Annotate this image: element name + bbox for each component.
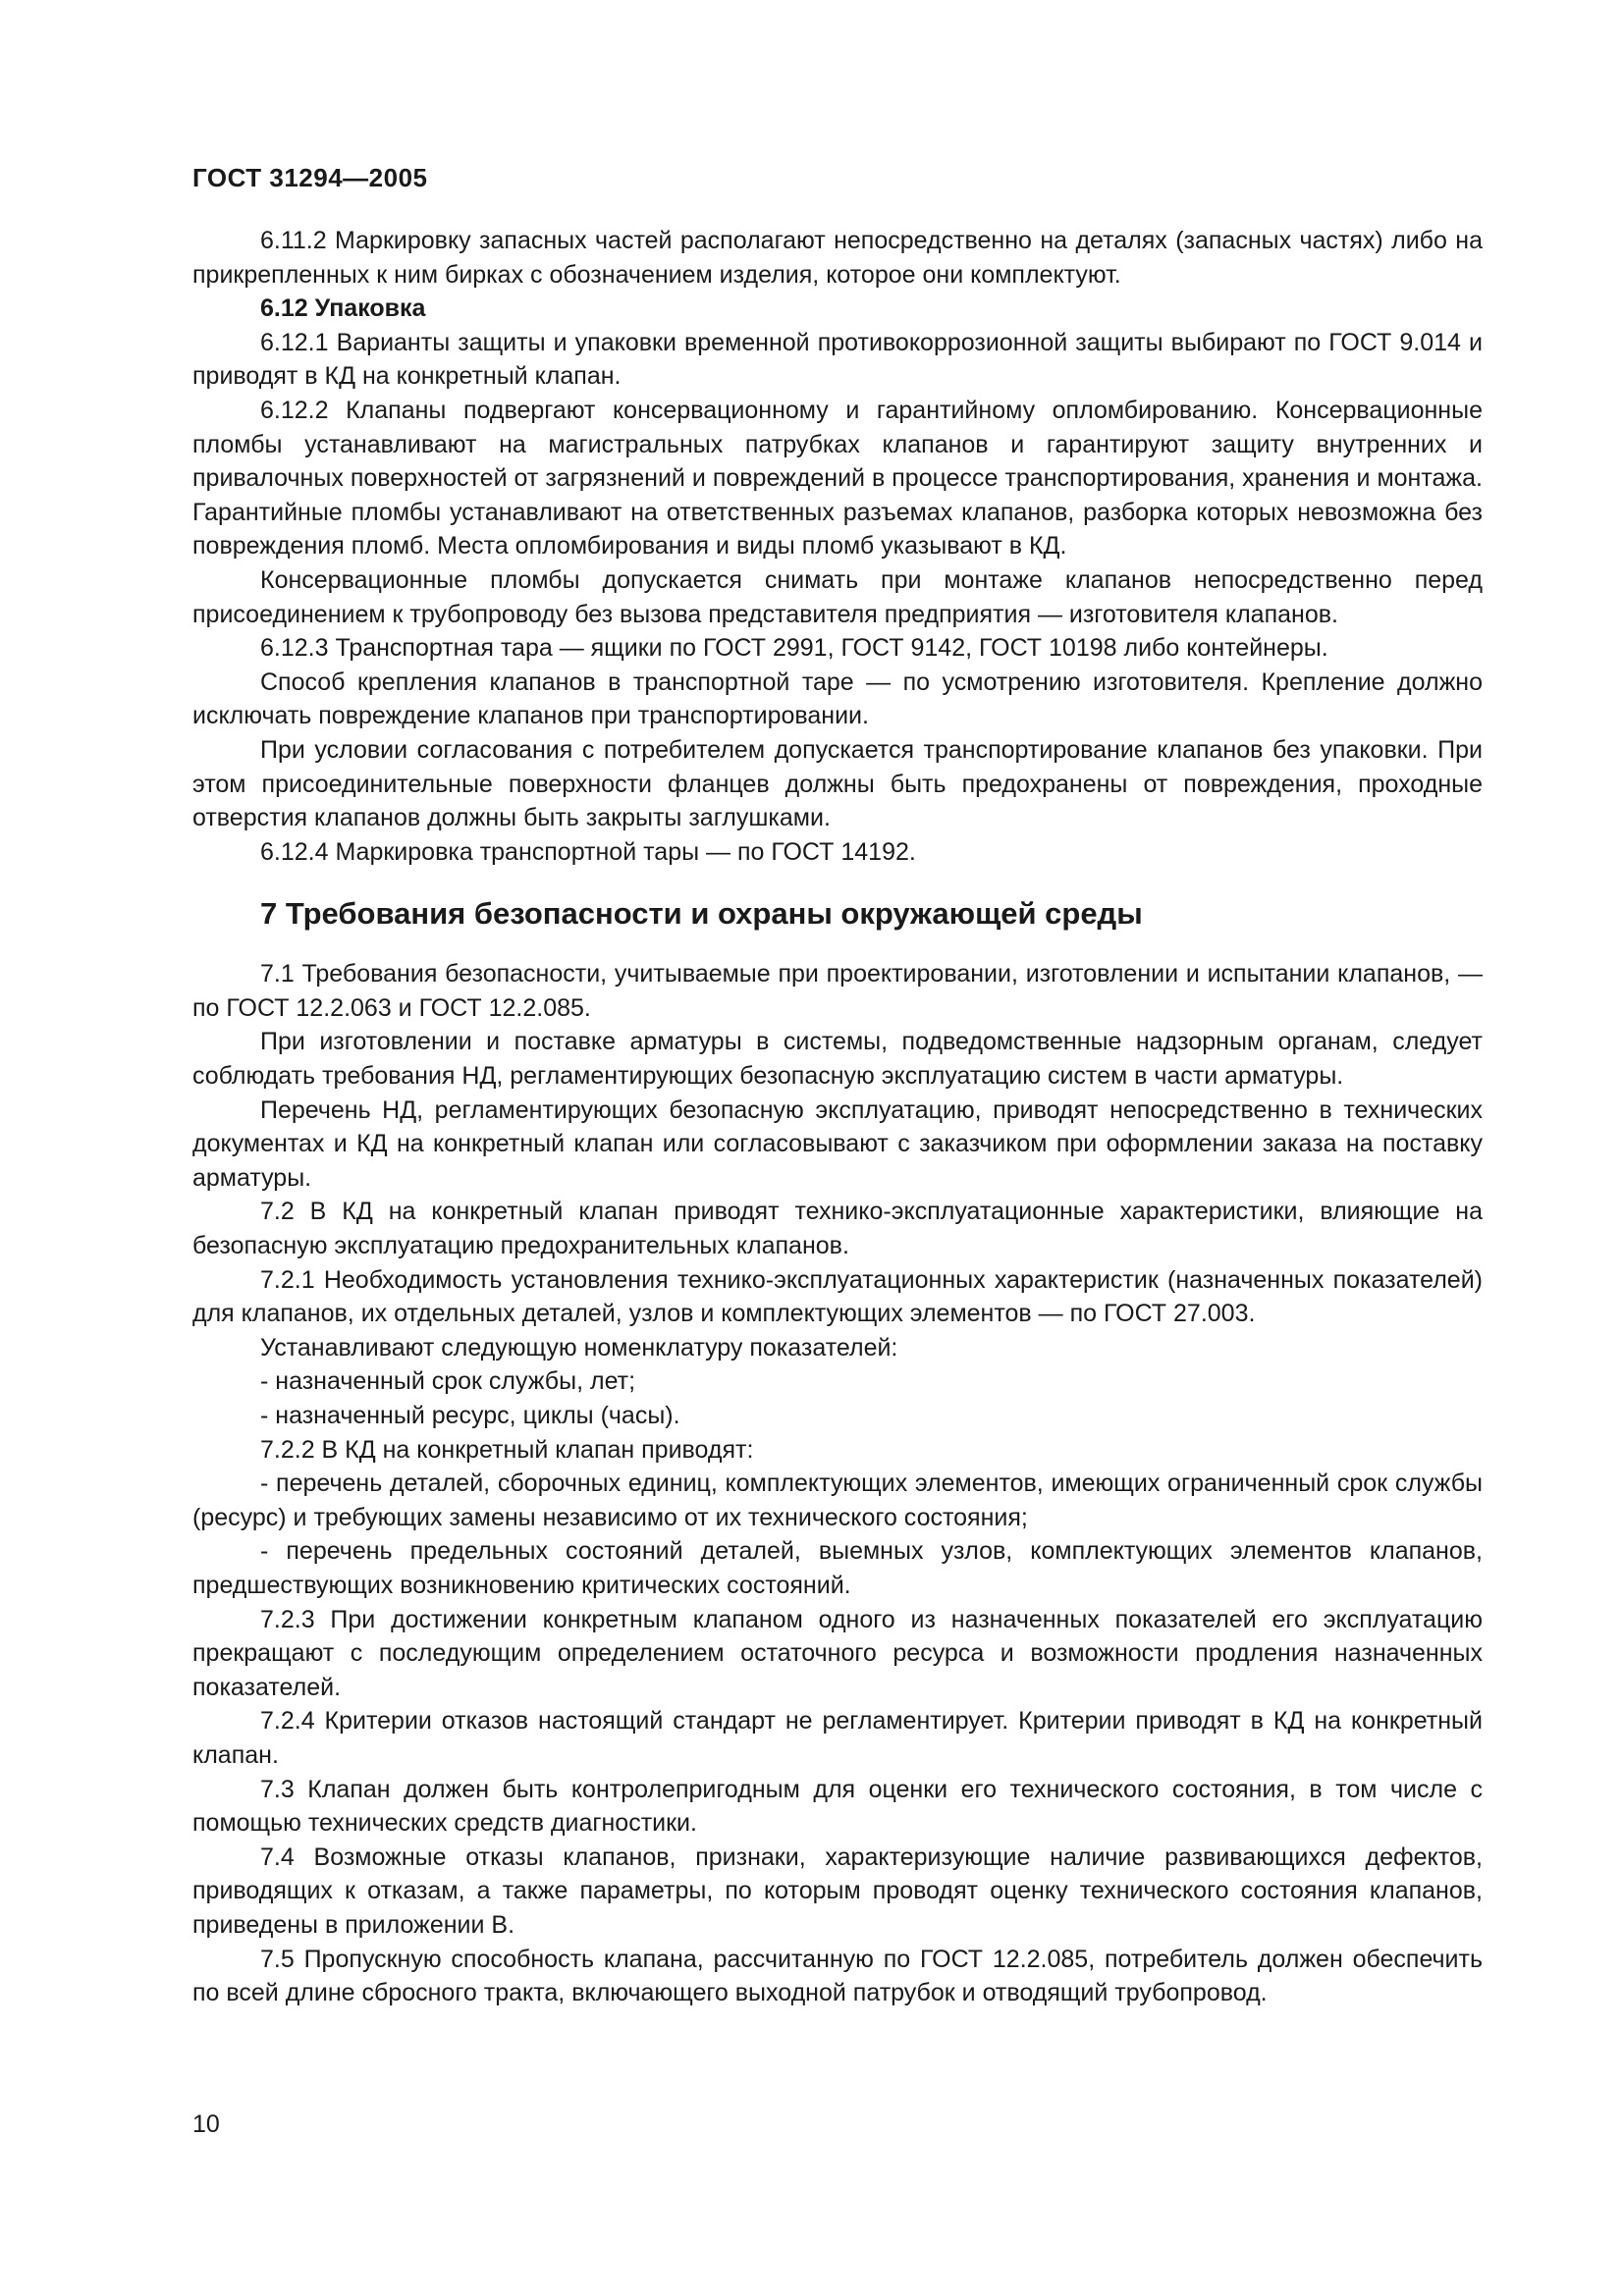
list-item-service-life: - назначенный срок службы, лет;	[260, 1367, 636, 1396]
paragraph-7-2-4: 7.2.4 Критерии отказов настоящий стандарт не регламентирует. Критерии приводят в КД на конкретный клапан.	[192, 1707, 1483, 1769]
paragraph-7-1: 7.1 Требования безопасности, учитываемые при проектировании, изготовлении и испытании клапанов, — по ГОСТ 12.2.063 и ГОСТ 12.2.085.	[192, 960, 1483, 1022]
paragraph-nd-list: Перечень НД, регламентирующих безопасную эксплуатацию, приводят непосредственно в технических документах и КД на конкретный клапан или согласовывают с заказчиком при оформлении заказа на поставку арматуры.	[192, 1095, 1483, 1192]
list-item-parts-list: - перечень деталей, сборочных единиц, комплектующих элементов, имеющих ограниченный срок службы (ресурс) и требующих замены независимо от их технического состояния;	[192, 1469, 1483, 1531]
paragraph-6-12-1: 6.12.1 Варианты защиты и упаковки временной противокоррозионной защиты выбирают по ГОСТ 9.014 и приводят в КД на конкретный клапан.	[192, 328, 1483, 391]
subsection-heading-6-12: 6.12 Упаковка	[260, 294, 426, 323]
paragraph-conservation-seals: Консервационные пломбы допускается снимать при монтаже клапанов непосредственно перед присоединением к трубопроводу без вызова представителя предприятия — изготовителя клапанов.	[192, 565, 1483, 628]
paragraph-6-12-2: 6.12.2 Клапаны подвергают консервационному и гарантийному опломбированию. Консервационные пломбы устанавливают на магистральных патрубках клапанов и гарантируют защиту внутренних и привалочных поверхностей от загрязнений и повреждений в процессе транспортирования, хранения и монтажа. Гарантийные пломбы устанавливают на ответственных разъемах клапанов, разборка которых невозможна без повреждения пломб. Места опломбирования и виды пломб указывают в КД.	[192, 396, 1483, 561]
paragraph-7-2-3: 7.2.3 При достижении конкретным клапаном одного из назначенных показателей его эксплуатацию прекращают с последующим определением остаточного ресурса и возможности продления назначенных показателей.	[192, 1605, 1483, 1701]
section-heading-7: 7 Требования безопасности и охраны окружающей среды	[260, 896, 1143, 932]
paragraph-7-2: 7.2 В КД на конкретный клапан приводят технико-эксплуатационные характеристики, влияющие на безопасную эксплуатацию предохранительных клапанов.	[192, 1198, 1483, 1260]
paragraph-transport-without-packaging: При условии согласования с потребителем допускается транспортирование клапанов без упаковки. При этом присоединительные поверхности фланцев должны быть предохранены от повреждения, проходные отверстия клапанов должны быть закрыты заглушками.	[192, 735, 1483, 832]
paragraph-7-3: 7.3 Клапан должен быть контролепригодным для оценки его технического состояния, в том числе с помощью технических средств диагностики.	[192, 1775, 1483, 1838]
paragraph-7-4: 7.4 Возможные отказы клапанов, признаки, характеризующие наличие развивающихся дефектов, приводящих к отказам, а также параметры, по которым проводят оценку технического состояния клапанов, приведены в приложении В.	[192, 1842, 1483, 1939]
paragraph-7-5: 7.5 Пропускную способность клапана, рассчитанную по ГОСТ 12.2.085, потребитель должен обеспечить по всей длине сбросного тракта, включающего выходной патрубок и отводящий трубопровод.	[192, 1945, 1483, 2007]
paragraph-6-11-2: 6.11.2 Маркировку запасных частей располагают непосредственно на деталях (запасных частях) либо на прикрепленных к ним бирках с обозначением изделия, которое они комплектуют.	[192, 227, 1483, 289]
paragraph-indicators-intro: Устанавливают следующую номенклатуру показателей:	[260, 1333, 898, 1362]
document-header: ГОСТ 31294—2005	[192, 163, 428, 192]
paragraph-7-2-2: 7.2.2 В КД на конкретный клапан приводят:	[260, 1435, 754, 1464]
paragraph-6-12-3: 6.12.3 Транспортная тара — ящики по ГОСТ 2991, ГОСТ 9142, ГОСТ 10198 либо контейнеры.	[260, 634, 1328, 663]
paragraph-7-2-1: 7.2.1 Необходимость установления технико-эксплуатационных характеристик (назначенных показателей) для клапанов, их отдельных деталей, узлов и комплектующих элементов — по ГОСТ 27.003.	[192, 1265, 1483, 1328]
document-page	[192, 0, 1483, 2296]
document-body	[192, 224, 1483, 2010]
list-item-limit-states: - перечень предельных состояний деталей, выемных узлов, комплектующих элементов клапанов, предшествующих возникновению критических состояний.	[192, 1537, 1483, 1599]
paragraph-fastening-method: Способ крепления клапанов в транспортной таре — по усмотрению изготовителя. Крепление должно исключать повреждение клапанов при транспортировании.	[192, 667, 1483, 730]
list-item-resource: - назначенный ресурс, циклы (часы).	[260, 1402, 680, 1429]
page-number: 10	[192, 2110, 220, 2138]
paragraph-6-12-4: 6.12.4 Маркировка транспортной тары — по ГОСТ 14192.	[260, 837, 916, 866]
paragraph-supervised-systems: При изготовлении и поставке арматуры в системы, подведомственные надзорным органам, следует соблюдать требования НД, регламентирующих безопасную эксплуатацию систем в части арматуры.	[192, 1028, 1483, 1091]
